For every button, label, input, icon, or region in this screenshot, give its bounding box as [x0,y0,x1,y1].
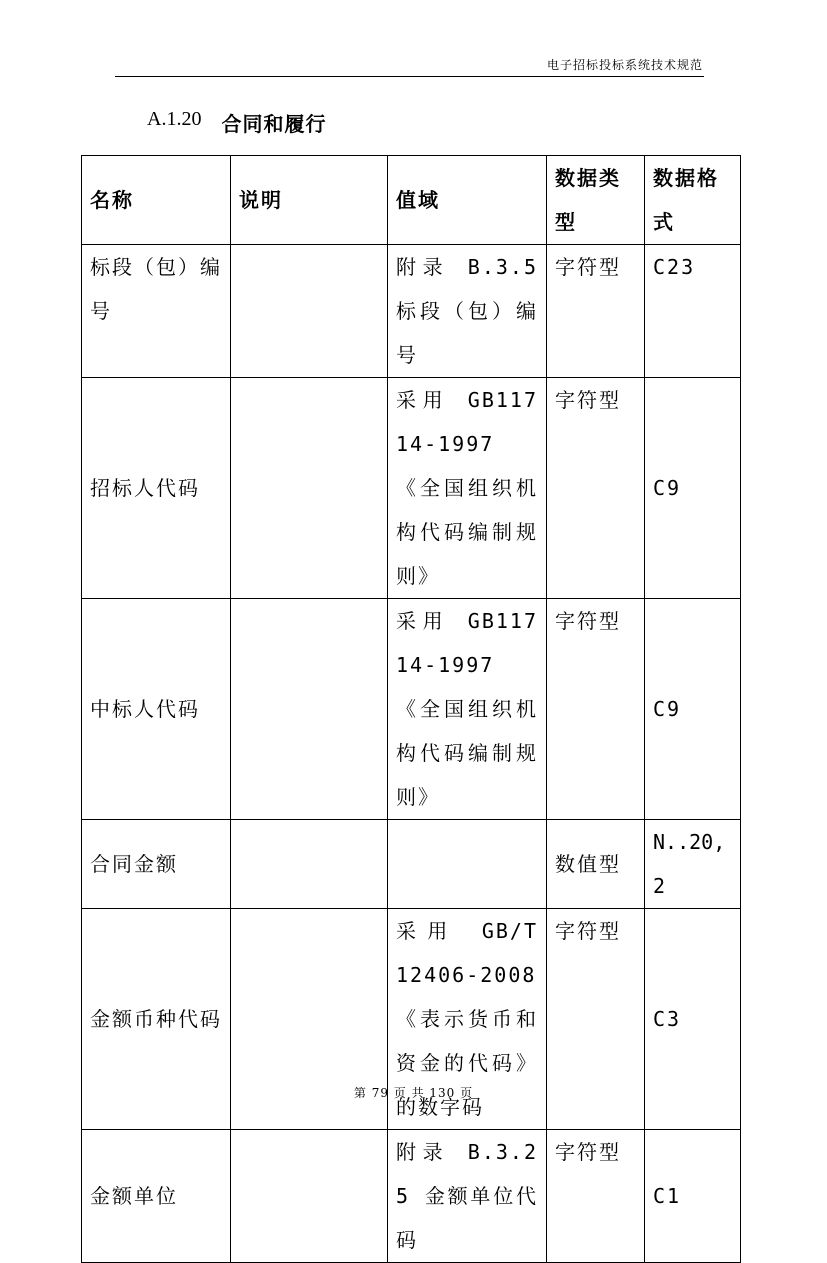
header-description: 说明 [231,156,388,245]
cell-name: 中标人代码 [82,599,231,820]
cell-domain: 附录 B.3.5 标段（包）编号 [388,245,547,378]
cell-format: C9 [645,599,741,820]
cell-type: 字符型 [547,599,645,820]
section-title: 合同和履行 [221,112,327,136]
cell-name: 招标人代码 [82,378,231,599]
running-header: 电子招标投标系统技术规范 [546,58,703,72]
cell-description [231,599,388,820]
header-rule [115,76,704,77]
cell-name: 合同金额 [82,820,231,909]
cell-name: 金额单位 [82,1130,231,1263]
table-row [82,378,741,599]
cell-name: 标段（包）编号 [82,245,231,378]
table-header-row [82,156,741,245]
cell-name: 金额币种代码 [82,909,231,1130]
cell-domain: 采用 GB11714-1997《全国组织机构代码编制规则》 [388,378,547,599]
table-row [82,820,741,909]
cell-format: C9 [645,378,741,599]
cell-type: 数值型 [547,820,645,909]
cell-format: C23 [645,245,741,378]
cell-format: C1 [645,1130,741,1263]
cell-description [231,1130,388,1263]
cell-format: N..20,2 [645,820,741,909]
cell-domain [388,820,547,909]
cell-domain: 附录 B.3.25 金额单位代码 [388,1130,547,1263]
cell-format: C3 [645,909,741,1130]
cell-description [231,820,388,909]
header-data-format: 数据格式 [645,156,741,245]
section-number: A.1.20 [147,108,202,130]
cell-domain: 采用 GB11714-1997《全国组织机构代码编制规则》 [388,599,547,820]
cell-description [231,245,388,378]
cell-description [231,378,388,599]
table-row [82,245,741,378]
cell-type: 字符型 [547,245,645,378]
header-domain: 值域 [388,156,547,245]
section-heading [147,108,326,137]
header-data-type: 数据类型 [547,156,645,245]
table-row [82,1130,741,1263]
cell-type: 字符型 [547,378,645,599]
cell-domain: 采用 GB/T 12406-2008《表示货币和资金的代码》的数字码 [388,909,547,1130]
page-footer: 第 79 页 共 130 页 [353,1086,474,1100]
table-row [82,599,741,820]
cell-type: 字符型 [547,1130,645,1263]
cell-type: 字符型 [547,909,645,1130]
header-name: 名称 [82,156,231,245]
